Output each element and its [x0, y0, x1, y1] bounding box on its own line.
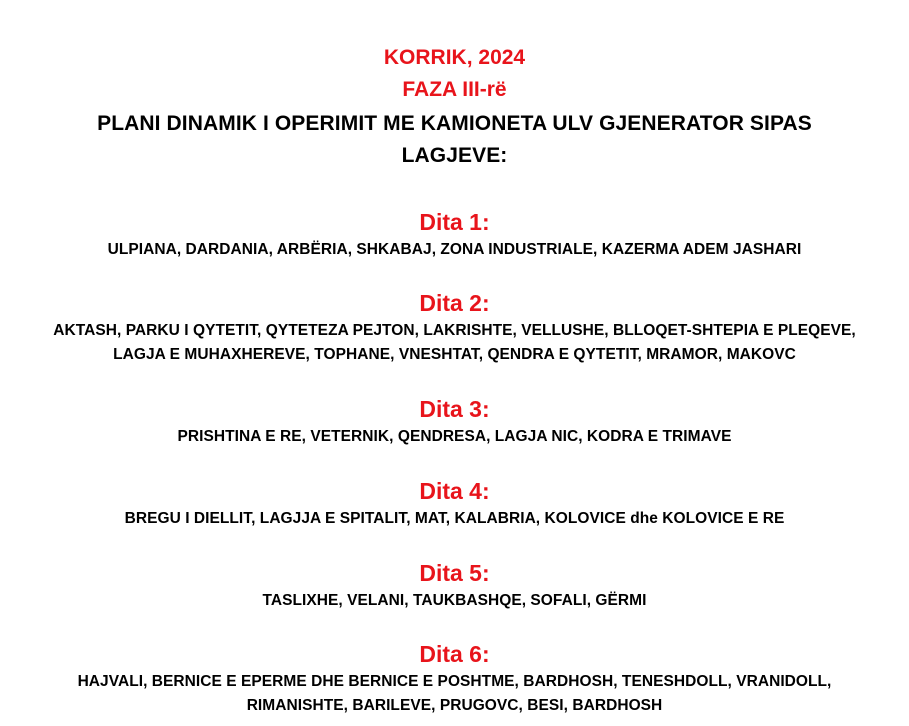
day-2-line-2: LAGJA E MUHAXHEREVE, TOPHANE, VNESHTAT, QENDRA E QYTETIT, MRAMOR, MAKOVC — [113, 346, 796, 363]
day-5-line-1: TASLIXHE, VELANI, TAUKBASHQE, SOFALI, GËRMI — [262, 592, 647, 609]
day-3-title: Dita 3: — [419, 396, 490, 422]
day-4-title: Dita 4: — [419, 478, 490, 504]
page-title-line-1: PLANI DINAMIK I OPERIMIT ME KAMIONETA ULV GJENERATOR SIPAS — [97, 112, 812, 135]
day-3-line-1: PRISHTINA E RE, VETERNIK, QENDRESA, LAGJA NIC, KODRA E TRIMAVE — [177, 428, 732, 445]
header-phase: FAZA III-rë — [402, 78, 507, 101]
day-1-title: Dita 1: — [419, 209, 490, 235]
page-title-line-2: LAGJEVE: — [401, 144, 508, 167]
day-6-line-1: HAJVALI, BERNICE E EPERME DHE BERNICE E POSHTME, BARDHOSH, TENESHDOLL, VRANIDOLL, — [77, 673, 832, 690]
day-6-line-2: RIMANISHTE, BARILEVE, PRUGOVC, BESI, BARDHOSH — [246, 697, 663, 714]
day-6-title: Dita 6: — [419, 641, 490, 667]
header-date: KORRIK, 2024 — [383, 46, 526, 69]
day-5-title: Dita 5: — [419, 560, 490, 586]
day-2-title: Dita 2: — [419, 290, 490, 316]
day-2-line-1: AKTASH, PARKU I QYTETIT, QYTETEZA PEJTON, LAKRISHTE, VELLUSHE, BLLOQET-SHTEPIA E PLEQEVE, — [53, 322, 856, 339]
day-1-line-1: ULPIANA, DARDANIA, ARBËRIA, SHKABAJ, ZONA INDUSTRIALE, KAZERMA ADEM JASHARI — [107, 241, 802, 258]
day-4-line-1: BREGU I DIELLIT, LAGJJA E SPITALIT, MAT, KALABRIA, KOLOVICE dhe KOLOVICE E RE — [124, 510, 785, 527]
